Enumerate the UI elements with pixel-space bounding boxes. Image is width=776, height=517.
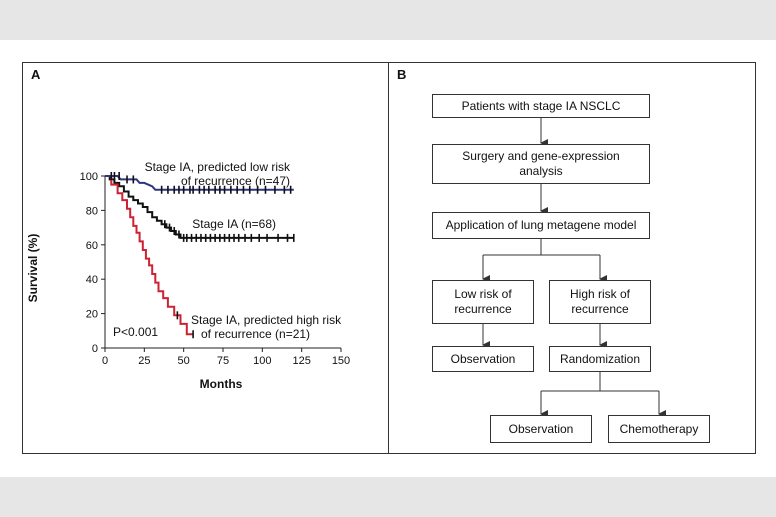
label-high-risk-line1: Stage IA, predicted high risk [191, 313, 342, 327]
box-high-risk: High risk of recurrence [549, 280, 651, 324]
label-low-risk-line2: of recurrence (n=47) [180, 174, 290, 188]
label-low-risk-line1: Stage IA, predicted low risk [144, 160, 290, 174]
x-tick-label-4: 100 [253, 355, 272, 367]
x-tick-label-3: 75 [216, 355, 230, 367]
x-tick-label-5: 125 [292, 355, 311, 367]
label-stage-ia: Stage IA (n=68) [192, 217, 276, 231]
y-tick-label-5: 100 [79, 171, 98, 183]
y-tick-label-0: 0 [91, 343, 98, 355]
panel-b-flow-diagram [388, 62, 756, 454]
x-axis-ticks [102, 348, 350, 367]
figure-sheet [0, 40, 776, 477]
y-tick-label-3: 60 [85, 239, 98, 252]
x-tick-label-0: 0 [101, 355, 109, 367]
panel-b-label: B [397, 67, 407, 82]
survival-chart-svg [23, 63, 388, 453]
x-tick-label-1: 25 [138, 355, 151, 367]
series-high-risk [105, 176, 193, 338]
box-randomization: Randomization [549, 346, 651, 372]
box-observation-low: Observation [432, 346, 534, 372]
panel-a-survival-chart [22, 62, 389, 454]
box-surgery: Surgery and gene-expression analysis [432, 144, 650, 184]
p-value-annotation: P<0.001 [113, 325, 159, 339]
y-tick-label-4: 80 [85, 205, 98, 218]
box-chemotherapy: Chemotherapy [608, 415, 710, 443]
y-axis-ticks [80, 171, 105, 355]
y-axis-label: Survival (%) [26, 233, 40, 303]
box-model: Application of lung metagene model [432, 212, 650, 239]
panel-a-label: A [31, 67, 41, 82]
flow-arrows [389, 63, 755, 453]
box-low-risk: Low risk of recurrence [432, 280, 534, 324]
box-patients: Patients with stage IA NSCLC [432, 94, 650, 118]
x-tick-label-6: 150 [331, 355, 351, 367]
x-tick-label-2: 50 [177, 355, 190, 367]
box-observation-rand: Observation [490, 415, 592, 443]
x-axis-label: Months [199, 377, 243, 391]
curve-high-risk [105, 176, 193, 334]
y-tick-label-1: 20 [85, 308, 98, 321]
label-high-risk-line2: of recurrence (n=21) [201, 327, 311, 341]
y-tick-label-2: 40 [85, 274, 98, 287]
